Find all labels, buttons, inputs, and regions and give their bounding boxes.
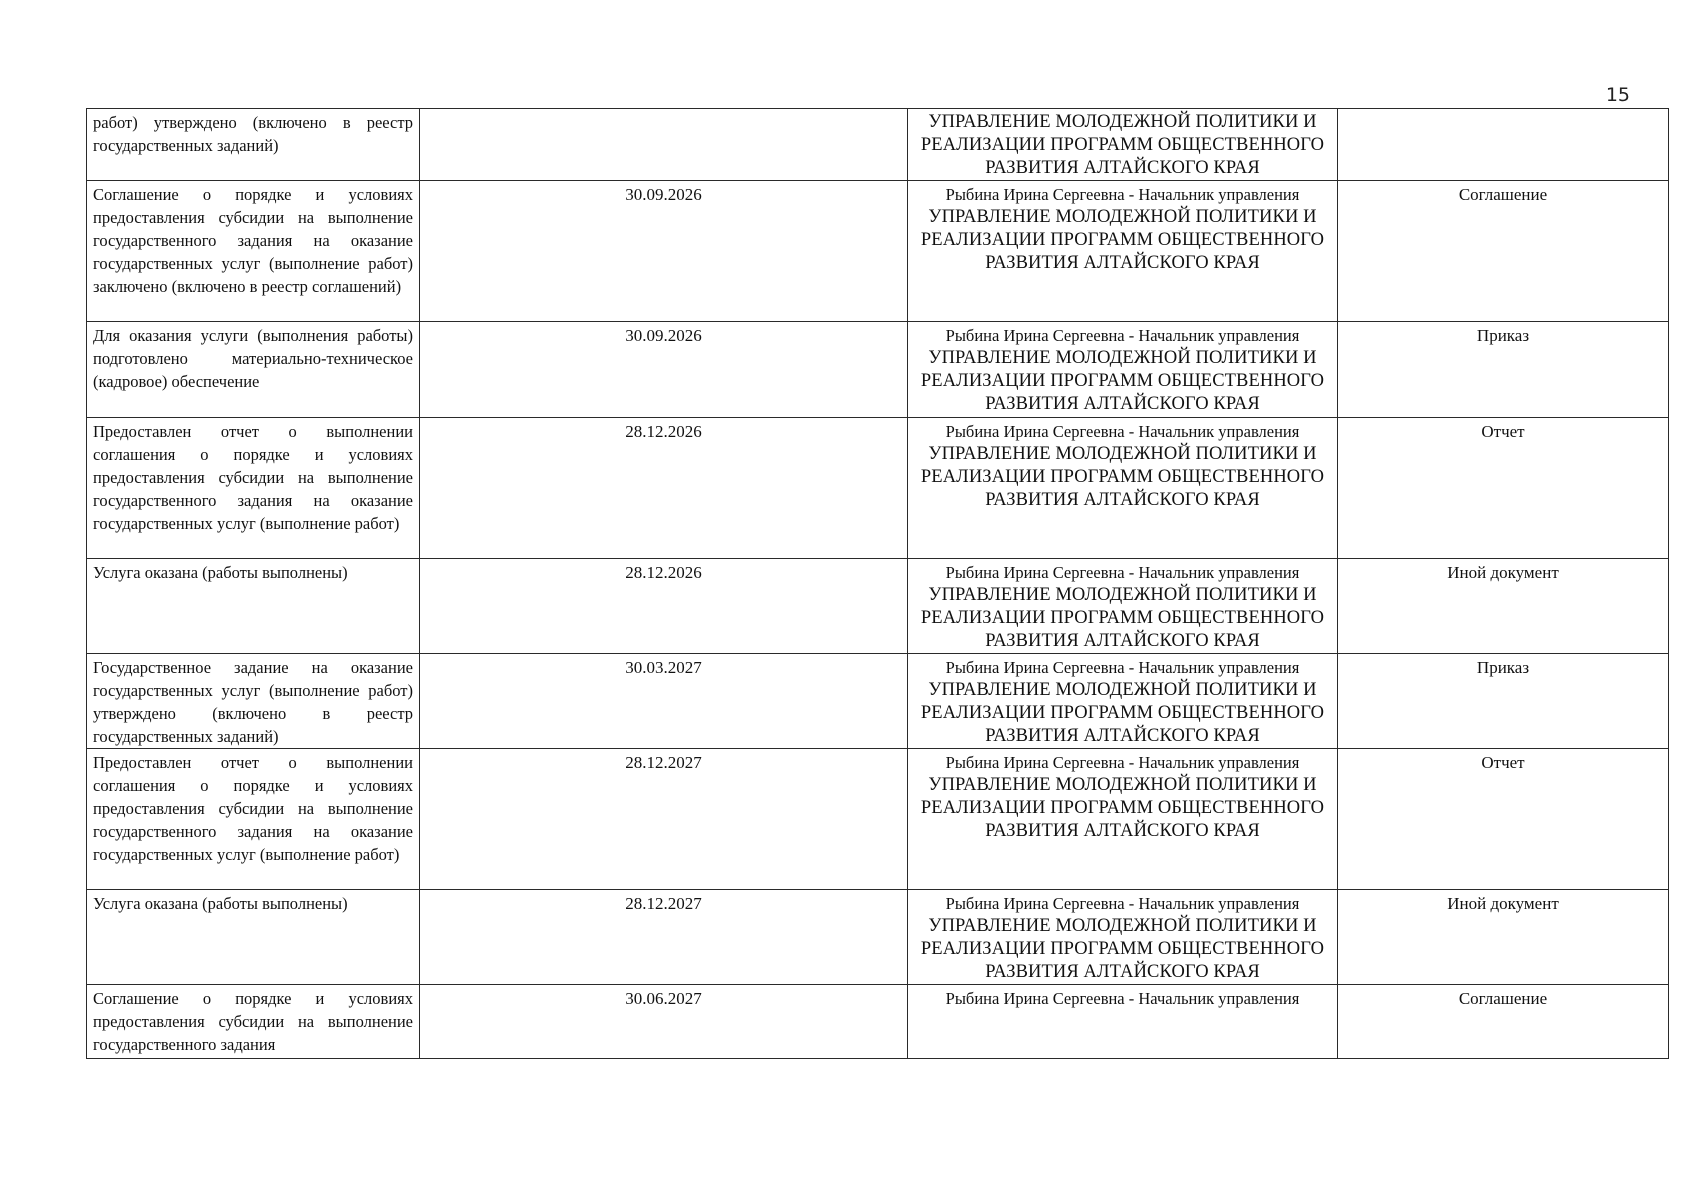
responsible-person: Рыбина Ирина Сергеевна - Начальник управления xyxy=(945,894,1300,913)
date-cell: 30.09.2026 xyxy=(420,181,908,322)
date-cell: 30.06.2027 xyxy=(420,985,908,1059)
organization-name: УПРАВЛЕНИЕ МОЛОДЕЖНОЙ ПОЛИТИКИ И РЕАЛИЗАЦИИ ПРОГРАММ ОБЩЕСТВЕННОГО РАЗВИТИЯ АЛТАЙСКОГО КРАЯ xyxy=(920,680,1325,746)
date-cell: 28.12.2027 xyxy=(420,890,908,985)
document-type-cell: Иной документ xyxy=(1338,890,1669,985)
responsible-cell xyxy=(908,985,1338,1059)
responsible-cell xyxy=(908,559,1338,654)
responsible-person: Рыбина Ирина Сергеевна - Начальник управления xyxy=(945,658,1300,677)
responsible-cell xyxy=(908,890,1338,985)
table-row xyxy=(87,985,1669,1059)
responsible-cell xyxy=(908,749,1338,890)
date-cell: 28.12.2026 xyxy=(420,418,908,559)
event-cell: Соглашение о порядке и условиях предоставления субсидии на выполнение государственного задания на оказание государственных услуг (выполнение работ) заключено (включено в реестр соглашений) xyxy=(87,181,420,322)
date-cell: 30.09.2026 xyxy=(420,322,908,418)
table-row xyxy=(87,559,1669,654)
event-cell: Предоставлен отчет о выполнении соглашения о порядке и условиях предоставления субсидии на выполнение государственного задания на оказание государственных услуг (выполнение работ) xyxy=(87,749,420,890)
responsible-cell xyxy=(908,418,1338,559)
control-points-table xyxy=(86,108,1669,1059)
table-row xyxy=(87,181,1669,322)
table-row xyxy=(87,890,1669,985)
document-type-cell: Отчет xyxy=(1338,418,1669,559)
organization-name: УПРАВЛЕНИЕ МОЛОДЕЖНОЙ ПОЛИТИКИ И РЕАЛИЗАЦИИ ПРОГРАММ ОБЩЕСТВЕННОГО РАЗВИТИЯ АЛТАЙСКОГО КРАЯ xyxy=(920,916,1325,982)
event-cell: работ) утверждено (включено в реестр государственных заданий) xyxy=(87,109,420,181)
table-row xyxy=(87,654,1669,749)
date-cell: 28.12.2027 xyxy=(420,749,908,890)
date-cell: 30.03.2027 xyxy=(420,654,908,749)
date-cell xyxy=(420,109,908,181)
table-row xyxy=(87,322,1669,418)
responsible-cell xyxy=(908,322,1338,418)
date-cell: 28.12.2026 xyxy=(420,559,908,654)
document-type-cell: Отчет xyxy=(1338,749,1669,890)
document-type-cell: Соглашение xyxy=(1338,181,1669,322)
organization-name: УПРАВЛЕНИЕ МОЛОДЕЖНОЙ ПОЛИТИКИ И РЕАЛИЗАЦИИ ПРОГРАММ ОБЩЕСТВЕННОГО РАЗВИТИЯ АЛТАЙСКОГО КРАЯ xyxy=(920,775,1325,841)
document-type-cell: Приказ xyxy=(1338,654,1669,749)
responsible-person: Рыбина Ирина Сергеевна - Начальник управления xyxy=(945,563,1300,582)
event-cell: Услуга оказана (работы выполнены) xyxy=(87,559,420,654)
event-cell: Государственное задание на оказание государственных услуг (выполнение работ) утверждено (включено в реестр государственных заданий) xyxy=(87,654,420,749)
document-type-cell xyxy=(1338,109,1669,181)
responsible-person: Рыбина Ирина Сергеевна - Начальник управления xyxy=(945,326,1300,345)
responsible-cell xyxy=(908,654,1338,749)
organization-name: УПРАВЛЕНИЕ МОЛОДЕЖНОЙ ПОЛИТИКИ И РЕАЛИЗАЦИИ ПРОГРАММ ОБЩЕСТВЕННОГО РАЗВИТИЯ АЛТАЙСКОГО КРАЯ xyxy=(920,348,1325,414)
table-row xyxy=(87,749,1669,890)
responsible-cell xyxy=(908,181,1338,322)
table-row xyxy=(87,109,1669,181)
responsible-person: Рыбина Ирина Сергеевна - Начальник управления xyxy=(945,989,1300,1008)
responsible-person: Рыбина Ирина Сергеевна - Начальник управления xyxy=(945,185,1300,204)
responsible-person: Рыбина Ирина Сергеевна - Начальник управления xyxy=(945,422,1300,441)
document-type-cell: Соглашение xyxy=(1338,985,1669,1059)
event-cell: Предоставлен отчет о выполнении соглашения о порядке и условиях предоставления субсидии на выполнение государственного задания на оказание государственных услуг (выполнение работ) xyxy=(87,418,420,559)
page-number: 15 xyxy=(1605,84,1630,106)
event-cell: Услуга оказана (работы выполнены) xyxy=(87,890,420,985)
responsible-person: Рыбина Ирина Сергеевна - Начальник управления xyxy=(945,753,1300,772)
event-cell: Соглашение о порядке и условиях предоставления субсидии на выполнение государственного задания xyxy=(87,985,420,1059)
table-row xyxy=(87,418,1669,559)
event-cell: Для оказания услуги (выполнения работы) подготовлено материально-техническое (кадровое) обеспечение xyxy=(87,322,420,418)
organization-name: УПРАВЛЕНИЕ МОЛОДЕЖНОЙ ПОЛИТИКИ И РЕАЛИЗАЦИИ ПРОГРАММ ОБЩЕСТВЕННОГО РАЗВИТИЯ АЛТАЙСКОГО КРАЯ xyxy=(920,207,1325,273)
document-type-cell: Приказ xyxy=(1338,322,1669,418)
responsible-cell xyxy=(908,109,1338,181)
organization-name: УПРАВЛЕНИЕ МОЛОДЕЖНОЙ ПОЛИТИКИ И РЕАЛИЗАЦИИ ПРОГРАММ ОБЩЕСТВЕННОГО РАЗВИТИЯ АЛТАЙСКОГО КРАЯ xyxy=(920,112,1325,178)
organization-name: УПРАВЛЕНИЕ МОЛОДЕЖНОЙ ПОЛИТИКИ И РЕАЛИЗАЦИИ ПРОГРАММ ОБЩЕСТВЕННОГО РАЗВИТИЯ АЛТАЙСКОГО КРАЯ xyxy=(920,444,1325,510)
organization-name: УПРАВЛЕНИЕ МОЛОДЕЖНОЙ ПОЛИТИКИ И РЕАЛИЗАЦИИ ПРОГРАММ ОБЩЕСТВЕННОГО РАЗВИТИЯ АЛТАЙСКОГО КРАЯ xyxy=(920,585,1325,651)
document-type-cell: Иной документ xyxy=(1338,559,1669,654)
